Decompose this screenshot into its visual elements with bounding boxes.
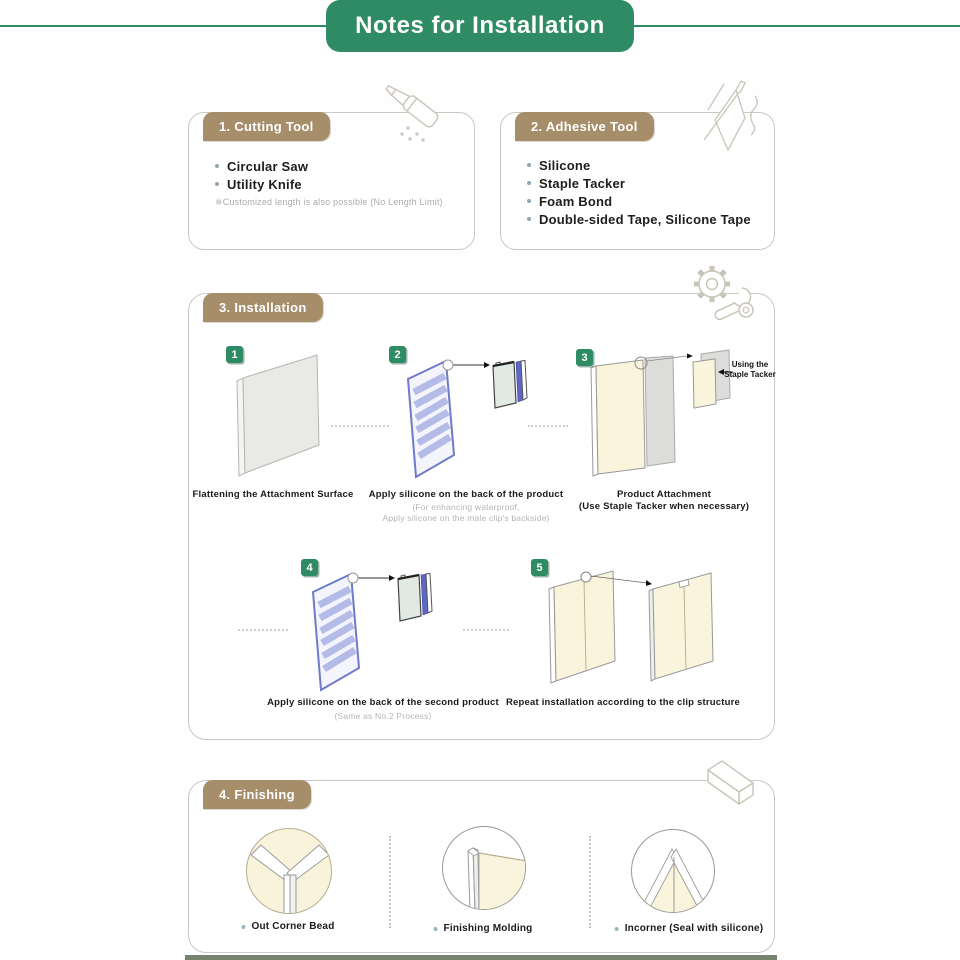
step-1-caption: Flattening the Attachment Surface	[192, 489, 354, 500]
step-number: 4	[306, 561, 313, 574]
list-item	[215, 157, 443, 175]
dotted-separator	[463, 629, 509, 631]
finishing-item-label: Incorner (Seal with silicone)	[624, 923, 764, 934]
incorner-diagram	[631, 829, 715, 913]
bullet-dot	[527, 199, 531, 203]
silicone-apply-second-diagram	[301, 566, 441, 698]
finishing-item	[615, 923, 764, 934]
dotted-separator	[331, 425, 389, 427]
finishing-label-text: 4. Finishing	[219, 787, 295, 802]
bullet-dot	[615, 927, 619, 931]
step-3-caption: Product Attachment	[616, 489, 712, 500]
step-number: 5	[536, 561, 543, 574]
finishing-card	[188, 780, 775, 953]
list-item	[527, 156, 751, 174]
adhesive-tool-list	[527, 156, 751, 228]
step-number: 1	[231, 348, 238, 361]
finishing-label	[203, 780, 311, 809]
step-2-caption: Apply silicone on the back of the product	[368, 489, 564, 500]
footer-strip	[185, 955, 777, 960]
gear-wrench-icon	[684, 258, 760, 326]
list-item-label: Foam Bond	[539, 193, 613, 209]
bullet-dot	[527, 217, 531, 221]
list-item	[527, 192, 751, 210]
bullet-dot	[527, 181, 531, 185]
finishing-item	[434, 923, 533, 934]
installation-card	[188, 293, 775, 740]
adhesive-tool-label	[515, 112, 654, 141]
step-5-caption: Repeat installation according to the clip structure	[505, 697, 741, 708]
finishing-molding-diagram	[442, 826, 526, 910]
out-corner-bead-diagram	[246, 828, 332, 914]
page-title: Notes for Installation	[355, 12, 605, 39]
step-4-subcaption: (Same as No.2 Process)	[334, 711, 432, 721]
dotted-separator	[238, 629, 288, 631]
utility-knife-icon	[372, 84, 448, 150]
step-4-caption: Apply silicone on the back of the second product	[267, 697, 499, 708]
list-item-label: Staple Tacker	[539, 175, 626, 191]
corner-trim-icon	[700, 756, 762, 810]
finishing-item	[241, 921, 334, 932]
installation-label	[203, 293, 323, 322]
step-2-subcaption-2: Apply silicone on the male clip's backside)	[382, 513, 550, 523]
step-number: 3	[581, 351, 588, 364]
adhesive-tool-label-text: 2. Adhesive Tool	[531, 119, 638, 134]
list-item	[527, 210, 751, 228]
bullet-dot	[241, 925, 245, 929]
installation-label-text: 3. Installation	[219, 300, 307, 315]
repeat-installation-diagram	[541, 561, 741, 693]
list-item-label: Double-sided Tape, Silicone Tape	[539, 211, 751, 227]
staple-tacker-annotation	[722, 360, 778, 380]
flat-panel-diagram	[229, 349, 329, 481]
step-3-caption-2: (Use Staple Tacker when necessary)	[578, 501, 750, 512]
list-item-label: Circular Saw	[227, 158, 309, 174]
silicone-tube-icon	[698, 78, 770, 154]
annotation-line-1: Using the	[731, 360, 769, 369]
silicone-apply-diagram	[396, 353, 536, 485]
dotted-separator	[589, 836, 591, 928]
bullet-dot	[215, 182, 219, 186]
bullet-dot	[434, 927, 438, 931]
finishing-item-label: Finishing Molding	[443, 923, 533, 934]
list-item-label: Utility Knife	[227, 176, 302, 192]
cutting-tool-label	[203, 112, 330, 141]
step-2-subcaption-1: (For enhancing waterproof,	[412, 502, 520, 512]
dotted-separator	[389, 836, 391, 928]
cutting-tool-label-text: 1. Cutting Tool	[219, 119, 314, 134]
bullet-dot	[527, 163, 531, 167]
cutting-note: ※Customized length is also possible (No Length Limit)	[215, 197, 443, 207]
annotation-line-2: Staple Tacker	[724, 370, 776, 379]
list-item-label: Silicone	[539, 157, 591, 173]
step-number: 2	[394, 348, 401, 361]
cutting-tool-list	[215, 157, 443, 208]
bullet-dot	[215, 164, 219, 168]
page-title-banner	[326, 0, 634, 52]
list-item	[527, 174, 751, 192]
finishing-item-label: Out Corner Bead	[251, 921, 335, 932]
dotted-separator	[528, 425, 568, 427]
list-item	[215, 175, 443, 193]
